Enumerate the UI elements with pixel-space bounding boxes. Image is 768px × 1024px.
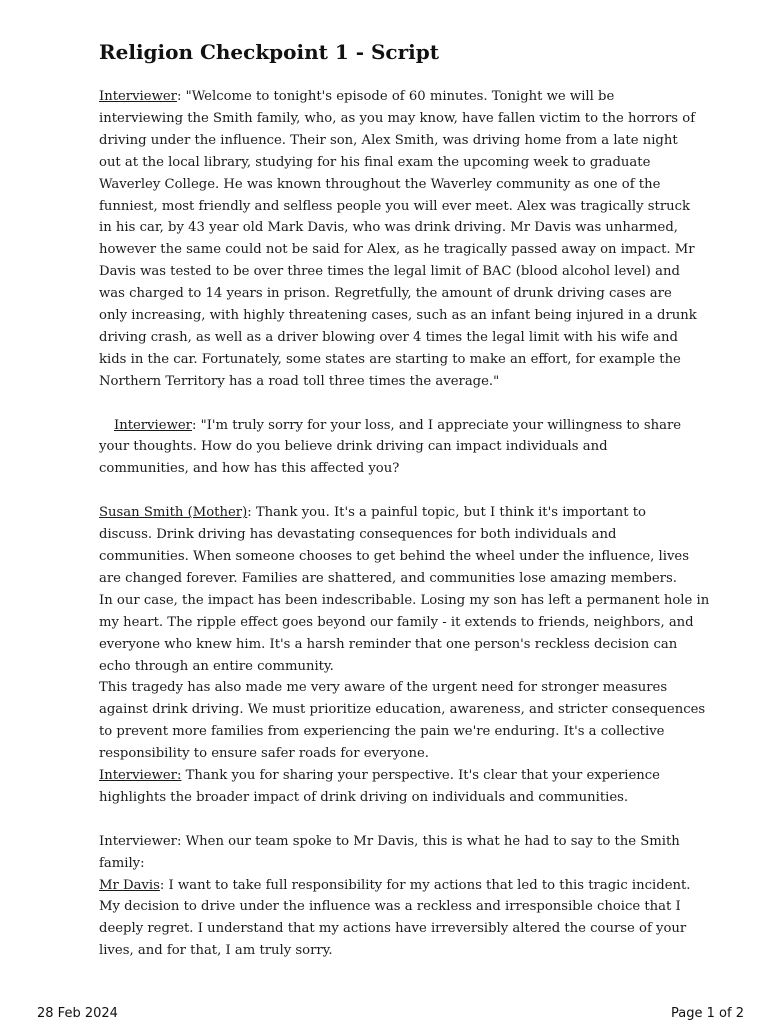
- text-line: echo through an entire community.: [99, 658, 334, 674]
- speaker-label: Interviewer: [99, 89, 177, 104]
- interviewer-question-paragraph: [99, 415, 682, 481]
- mother-response-paragraph: [99, 502, 710, 765]
- speaker-separator: :: [159, 877, 165, 893]
- footer-date: 28 Feb 2024: [37, 1006, 118, 1021]
- text-line: communities, and how has this affected you?: [99, 461, 400, 477]
- text-line: Davis was tested to be over three times the legal limit of BAC (blood alcohol level) and: [99, 264, 680, 280]
- text-line: driving crash, as well as a driver blowing over 4 times the legal limit with his wife and: [99, 329, 678, 345]
- interviewer-intro-paragraph: [99, 86, 697, 393]
- script-body: [99, 86, 710, 984]
- text-line: driving under the influence. Their son, Alex Smith, was driving home from a late night: [99, 132, 678, 148]
- text-line: [99, 875, 691, 897]
- text-line: deeply regret. I understand that my actions have irreversibly altered the course of your: [99, 921, 687, 937]
- text-line: Waverley College. He was known throughout the Waverley community as one of the: [99, 176, 661, 192]
- line-text: I want to take full responsibility for my actions that led to this tragic incident.: [164, 877, 691, 893]
- text-line: are changed forever. Families are shattered, and communities lose amazing members.: [99, 570, 677, 586]
- speaker-label: Mr Davis: [99, 877, 160, 893]
- text-line: out at the local library, studying for his final exam the upcoming week to graduate: [99, 154, 651, 170]
- page-title: Religion Checkpoint 1 - Script: [99, 40, 439, 64]
- text-line: [99, 86, 679, 108]
- davis-statement-paragraph: [99, 875, 691, 963]
- text-line: [99, 765, 679, 787]
- interviewer-reply-paragraph: [99, 765, 679, 809]
- footer-page-number: Page 1 of 2: [671, 1006, 744, 1021]
- text-line: my heart. The ripple effect goes beyond our family - it extends to friends, neighbors, and: [99, 614, 694, 630]
- text-line: family:: [99, 855, 145, 871]
- text-line: kids in the car. Fortunately, some states are starting to make an effort, for example the: [99, 351, 681, 367]
- line-text: Thank you for sharing your perspective. It's clear that your experience: [181, 768, 660, 784]
- text-line: however the same could not be said for Alex, as he tragically passed away on impact. Mr: [99, 242, 695, 258]
- text-line: was charged to 14 years in prison. Regretfully, the amount of drunk driving cases are: [99, 286, 672, 302]
- speaker-separator: :: [247, 505, 252, 521]
- text-line: everyone who knew him. It's a harsh reminder that one person's reckless decision can: [99, 636, 678, 652]
- text-line: [99, 415, 682, 437]
- text-line: Northern Territory has a road toll three times the average.": [99, 373, 500, 389]
- text-line: in his car, by 43 year old Mark Davis, who was drink driving. Mr Davis was unharmed,: [99, 220, 678, 236]
- text-line: lives, and for that, I am truly sorry.: [99, 943, 333, 959]
- text-line: interviewing the Smith family, who, as you may know, have fallen victim to the horrors of: [99, 110, 696, 126]
- text-line: discuss. Drink driving has devastating consequences for both individuals and: [99, 527, 617, 543]
- text-line: communities. When someone chooses to get behind the wheel under the influence, lives: [99, 549, 689, 564]
- text-line: My decision to drive under the influence was a reckless and irresponsible choice that I: [99, 899, 681, 915]
- speaker-separator: :: [191, 417, 197, 433]
- text-line: responsibility to ensure safer roads for everyone.: [99, 746, 429, 762]
- text-line: Interviewer: When our team spoke to Mr Davis, this is what he had to say to the Smith: [99, 833, 680, 849]
- line-text: "Welcome to tonight's episode of 60 minutes. Tonight we will be: [181, 89, 615, 104]
- speaker-label: Susan Smith (Mother): [99, 505, 248, 521]
- line-text: Thank you. It's a painful topic, but I think it's important to: [251, 505, 646, 521]
- text-line: against drink driving. We must prioritize education, awareness, and stricter consequences: [99, 702, 706, 718]
- text-line: [99, 502, 679, 524]
- line-text: "I'm truly sorry for your loss, and I appreciate your willingness to share: [196, 417, 682, 433]
- text-line: This tragedy has also made me very aware of the urgent need for stronger measures: [99, 680, 668, 696]
- interviewer-leadin-paragraph: [99, 831, 679, 875]
- speaker-separator: :: [176, 89, 182, 104]
- text-line: only increasing, with highly threatening cases, such as an infant being injured in a drunk: [99, 308, 697, 324]
- speaker-label: Interviewer:: [99, 768, 182, 784]
- text-line: highlights the broader impact of drink driving on individuals and communities.: [99, 789, 629, 805]
- text-line: your thoughts. How do you believe drink driving can impact individuals and: [99, 439, 608, 455]
- speaker-label: Interviewer: [114, 417, 192, 433]
- text-line: to prevent more families from experiencing the pain we're enduring. It's a collective: [99, 724, 665, 740]
- text-line: funniest, most friendly and selfless people you will ever meet. Alex was tragically struck: [99, 198, 691, 214]
- text-line: In our case, the impact has been indescribable. Losing my son has left a permanent hole in: [99, 592, 710, 608]
